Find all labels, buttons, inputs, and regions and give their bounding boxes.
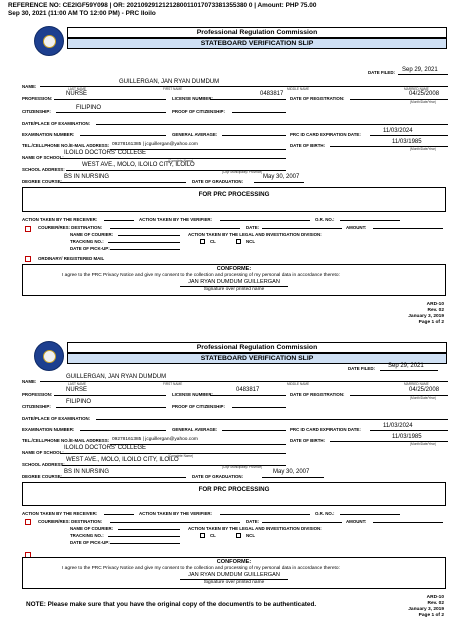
prc-processing-title: FOR PRC PROCESSING [198,191,270,198]
profession-value: NURSE [66,91,88,97]
birth-date-value: 11/03/1985 [392,139,422,145]
pickup-date-label: DATE OF PICK-UP: [70,246,110,251]
middle-name-caption: MIDDLE NAME [287,87,310,91]
contact-label: TEL./CELLPHONE NO./E-MAIL ADDRESS: [22,143,110,148]
form-rev: Rev. 02 [427,308,444,313]
birth-date-value: 11/03/1985 [392,434,422,440]
married-name-caption: MARRIED NAME [404,87,429,91]
birth-date-label: DATE OF BIRTH: [290,438,326,443]
license-number-value: 0483817 [236,387,260,393]
legal-action-label: ACTION TAKEN BY THE LEGAL AND INVESTIGATION DIVISION: [188,526,322,531]
name-value: GUILLERGAN, JAN RYAN DUMDUM [66,374,167,380]
courier-checkbox[interactable] [25,226,31,232]
first-name-caption: FIRST NAME [163,382,183,386]
ncl-checkbox[interactable] [236,533,241,538]
courier-name-label: NAME OF COURIER: [70,232,114,237]
id-expiration-label: PRC ID CARD EXPIRATION DATE: [290,427,361,432]
general-average-label: GENERAL AVERAGE: [172,427,218,432]
graduation-date-value: May 30, 2007 [263,174,300,180]
registration-date-label: DATE OF REGISTRATION: [290,96,345,101]
slip-title: STATEBOARD VERIFICATION SLIP [67,38,447,49]
date-filed-label: DATE FILED: [368,70,395,75]
graduation-date-value: May 30, 2007 [273,469,310,475]
citizenship-label: CITIZENSHIP: [22,404,51,409]
appointment-line: Sep 30, 2021 (11:00 AM TO 12:00 PM) - PRC Iloilo [8,10,156,17]
complete-name-caption: (Complete Name) [168,454,194,458]
conforme-title: CONFORME: [216,559,252,565]
signatory-name: JAN RYAN DUMDUM GUILLERGAN [188,279,280,285]
courier-destination-label: COURIER/RES: DESTINATION: [38,519,103,524]
pickup-date-label: DATE OF PICK-UP: [70,540,110,545]
license-number-label: LICENSE NUMBER: [172,392,213,397]
school-name-label: NAME OF SCHOOL: [22,155,64,160]
date-filed-value: Sep 29, 2021 [402,67,438,73]
verifier-action-label: ACTION TAKEN BY THE VERIFIER: [139,511,213,516]
school-name-label: NAME OF SCHOOL: [22,450,64,455]
proof-citizenship-label: PROOF OF CITIZENSHIP: [172,404,225,409]
name-label: NAME: [22,84,37,89]
last-name-caption: LAST NAME [68,382,87,386]
cl-label: CL [210,239,216,244]
date-format-caption: (Month/Date/Year) [410,100,436,104]
name-label: NAME: [22,379,37,384]
registration-date-value: 04/25/2008 [409,387,440,393]
conforme-title: CONFORME: [216,266,252,272]
verifier-action-label: ACTION TAKEN BY THE VERIFIER: [139,217,213,222]
amount-label: AMOUNT: [346,519,367,524]
citizenship-value: FILIPINO [66,399,92,405]
amount-label: AMOUNT: [346,225,367,230]
profession-value: NURSE [66,387,88,393]
courier-checkbox[interactable] [25,519,31,525]
degree-course-label: DEGREE COURSE: [22,179,63,184]
middle-name-caption: MIDDLE NAME [287,382,310,386]
form-code: ARD-10 [426,302,444,307]
school-address-value: WEST AVE., MOLO, ILOILO CITY, ILOILO [82,162,195,168]
cl-checkbox[interactable] [200,533,205,538]
courier-destination-label: COURIER/RES: DESTINATION: [38,225,103,230]
citizenship-value: FILIPINO [76,105,102,111]
city-caption: (City/ Municipality/ Province) [222,170,263,174]
date-format-caption: (Month/Date/Year) [410,396,436,400]
city-caption: (City/ Municipality/ Province) [222,465,263,469]
profession-label: PROFESSION: [22,392,53,397]
ncl-label: NCL [246,239,256,244]
graduation-date-label: DATE OF GRADUATION: [192,474,244,479]
contact-value: 09278161385 | jcguillergan@yahoo.com [112,437,198,442]
birth-date-label: DATE OF BIRTH: [290,143,326,148]
signature-caption: Signature over printed name [203,287,265,292]
degree-course-value: BS IN NURSING [64,174,110,180]
cl-checkbox[interactable] [200,239,205,244]
graduation-date-label: DATE OF GRADUATION: [192,179,244,184]
license-number-label: LICENSE NUMBER: [172,96,213,101]
date-filed-value: Sep 29, 2021 [388,363,424,369]
school-name-value: ILOILO DOCTORS' COLLEGE [64,150,147,156]
id-expiration-value: 11/03/2024 [383,128,413,134]
authentication-note: NOTE: Please make sure that you have the original copy of the document/s to be authenticated. [26,601,317,608]
or-no-label: O.R. NO.: [315,217,335,222]
general-average-label: GENERAL AVERAGE: [172,132,218,137]
legal-action-label: ACTION TAKEN BY THE LEGAL AND INVESTIGATION DIVISION: [188,232,322,237]
name-value: GUILLERGAN, JAN RYAN DUMDUM [119,79,220,85]
registration-date-label: DATE OF REGISTRATION: [290,392,345,397]
exam-date-place-label: DATE/PLACE OF EXAMINATION: [22,121,91,126]
exam-date-place-label: DATE/PLACE OF EXAMINATION: [22,416,91,421]
id-expiration-label: PRC ID CARD EXPIRATION DATE: [290,132,361,137]
registration-date-value: 04/25/2008 [409,91,440,97]
mail-checkbox[interactable] [25,256,31,262]
prc-processing-title: FOR PRC PROCESSING [198,486,270,493]
courier-name-label: NAME OF COURIER: [70,526,114,531]
school-address-label: SCHOOL ADDRESS: [22,167,65,172]
or-no-label: O.R. NO.: [315,511,335,516]
last-name-caption: LAST NAME [68,87,87,91]
signatory-name: JAN RYAN DUMDUM GUILLERGAN [188,572,280,578]
school-name-value: ILOILO DOCTORS' COLLEGE [64,445,147,451]
date-filed-label: DATE FILED: [348,366,375,371]
org-title: Professional Regulation Commission [67,342,447,353]
license-number-value: 0483817 [260,91,284,97]
org-title: Professional Regulation Commission [67,27,447,38]
exam-number-label: EXAMINATION NUMBER: [22,132,75,137]
consent-text: I agree to the PRC Privacy Notice and give my consent to the collection and processing of my personal data in accordance thereto: [62,566,340,571]
page-number: Page 1 of 2 [418,320,444,325]
exam-number-label: EXAMINATION NUMBER: [22,427,75,432]
tracking-no-label: TRACKING NO.: [70,533,104,538]
id-expiration-value: 11/03/2024 [383,423,413,429]
cl-label: CL [210,533,216,538]
form-code: ARD-10 [426,595,444,600]
school-address-value: WEST AVE., MOLO, ILOILO CITY, ILOILO [66,457,179,463]
citizenship-label: CITIZENSHIP: [22,109,51,114]
married-name-caption: MARRIED NAME [404,382,429,386]
receiver-action-label: ACTION TAKEN BY THE RECEIVER: [22,217,98,222]
page-number: Page 1 of 2 [418,613,444,618]
degree-course-value: BS IN NURSING [64,469,110,475]
ncl-checkbox[interactable] [236,239,241,244]
form-date: January 3, 2019 [408,314,444,319]
form-date: January 3, 2019 [408,607,444,612]
date-format-caption: (Month/Date/Year) [410,442,436,446]
profession-label: PROFESSION: [22,96,53,101]
ncl-label: NCL [246,533,256,538]
tracking-no-label: TRACKING NO.: [70,239,104,244]
contact-value: 09278161385 | jcguillergan@yahoo.com [112,142,198,147]
first-name-caption: FIRST NAME [163,87,183,91]
date-format-caption: (Month/Date/Year) [410,147,436,151]
proof-citizenship-label: PROOF OF CITIZENSHIP: [172,109,225,114]
ordinary-mail-label: ORDINARY/ REGISTERED MAIL [38,256,105,261]
degree-course-label: DEGREE COURSE: [22,474,63,479]
contact-label: TEL./CELLPHONE NO./E-MAIL ADDRESS: [22,438,110,443]
date-label: DATE: [246,519,260,524]
school-address-label: SCHOOL ADDRESS: [22,462,65,467]
prc-seal-icon [34,341,64,371]
receiver-action-label: ACTION TAKEN BY THE RECEIVER: [22,511,98,516]
consent-text: I agree to the PRC Privacy Notice and give my consent to the collection and processing of my personal data in accordance thereto: [62,273,340,278]
form-rev: Rev. 02 [427,601,444,606]
date-label: DATE: [246,225,260,230]
reference-line: REFERENCE NO: CE2IGF59Y098 | OR: 2021092912121280011017073381355380 0 | Amount: PHP 75.00 [8,2,317,9]
slip-title: STATEBOARD VERIFICATION SLIP [67,353,447,364]
signature-caption: Signature over printed name [203,580,265,585]
prc-seal-icon [34,26,64,56]
complete-name-caption: (Complete Name) [168,159,194,163]
